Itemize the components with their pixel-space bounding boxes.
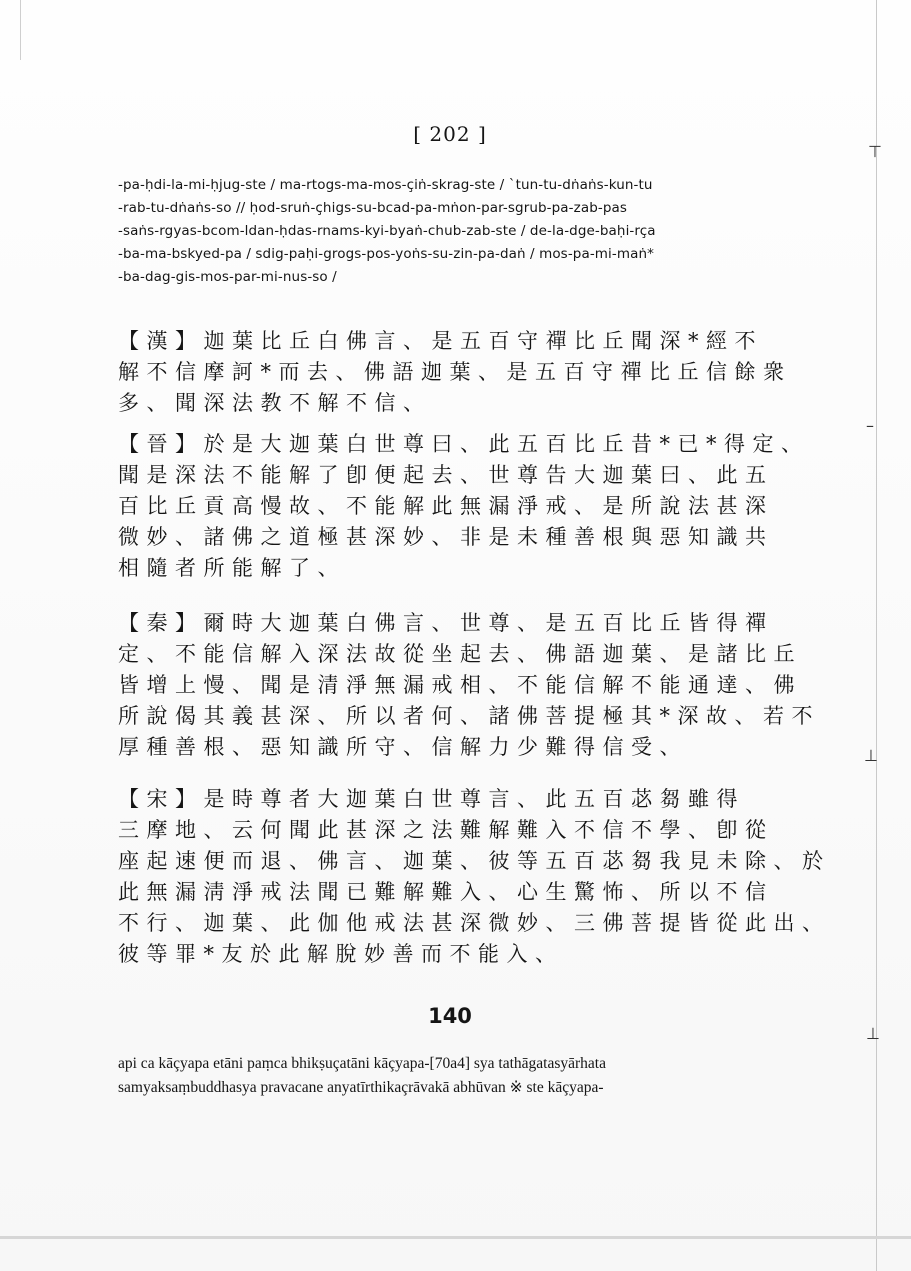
chinese-line: 不行、迦葉、此伽他戒法甚深微妙、三佛菩提皆從此出、	[118, 911, 831, 935]
scan-edge-right	[876, 0, 877, 1271]
chinese-line: 百比丘貢高慢故、不能解此無漏淨戒、是所說法甚深	[118, 494, 774, 518]
scan-bottom-edge	[0, 1236, 911, 1239]
sanskrit-line: samyaksaṃbuddhasya pravacane anyatīrthikaçrāvakā abhūvan ※ ste kāçyapa-	[118, 1079, 604, 1096]
chinese-line: 所說偈其義甚深、所以者何、諸佛菩提極其*深故、若不	[118, 704, 820, 728]
chinese-line: 相隨者所能解了、	[118, 556, 346, 580]
chinese-line: 多、聞深法教不解不信、	[118, 391, 432, 415]
chinese-line: 座起速便而退、佛言、迦葉、彼等五百苾芻我見未除、於	[118, 849, 831, 873]
tibetan-line: -pa-ḥdi-la-mi-ḥjug-ste / ma-rtogs-ma-mos-çiṅ-skrag-ste / ˋtun-tu-dṅaṅs-kun-tu	[118, 177, 653, 193]
chinese-line: 【漢】迦葉比丘白佛言、是五百守禪比丘聞深*經不	[118, 329, 763, 353]
sanskrit-line: api ca kāçyapa etāni paṃca bhikṣuçatāni kāçyapa-[70a4] sya tathāgatasyārhata	[118, 1055, 606, 1072]
chinese-line: 此無漏淸淨戒法聞已難解難入、心生驚怖、所以不信	[118, 880, 774, 904]
chinese-line: 皆增上慢、聞是清淨無漏戒相、不能信解不能通達、佛	[118, 673, 802, 697]
chinese-section-song	[118, 784, 831, 970]
chinese-line: 【秦】爾時大迦葉白佛言、世尊、是五百比丘皆得禪	[118, 611, 774, 635]
chinese-line: 定、不能信解入深法故從坐起去、佛語迦葉、是諸比丘	[118, 642, 802, 666]
tibetan-line: -rab-tu-dṅaṅs-so // ḥod-sruṅ-çhigs-su-bcad-pa-mṅon-par-sgrub-pa-zab-pas	[118, 200, 628, 216]
scan-edge-left	[20, 0, 21, 60]
chinese-line: 解不信摩訶*而去、佛語迦葉、是五百守禪比丘信餘衆	[118, 360, 792, 384]
chinese-section-jin	[118, 429, 810, 584]
sanskrit-text-block	[118, 1052, 798, 1100]
chinese-line: 微妙、諸佛之道極甚深妙、非是未種善根與惡知識共	[118, 525, 774, 549]
chinese-line: 【晉】於是大迦葉白世尊曰、此五百比丘昔*已*得定、	[118, 432, 810, 456]
chinese-line: 三摩地、云何聞此甚深之法難解難入不信不學、卽從	[118, 818, 774, 842]
section-number: 140	[428, 1004, 472, 1028]
margin-mark: ⊤	[868, 142, 882, 161]
margin-mark: –	[866, 416, 874, 435]
tibetan-line: -saṅs-rgyas-bcom-ldan-ḥdas-rnams-kyi-byaṅ-chub-zab-ste / de-la-dge-baḥi-rça	[118, 223, 656, 239]
margin-mark: ⊥	[866, 1024, 880, 1043]
chinese-section-han	[118, 326, 798, 419]
chinese-line: 【宋】是時尊者大迦葉白世尊言、此五百苾芻雖得	[118, 787, 745, 811]
tibetan-text-block	[118, 174, 798, 289]
chinese-section-qin	[118, 608, 820, 763]
chinese-line: 聞是深法不能解了卽便起去、世尊告大迦葉曰、此五	[118, 463, 774, 487]
tibetan-line: -ba-dag-gis-mos-par-mi-nus-so /	[118, 269, 337, 285]
page-number: [ 202 ]	[413, 122, 487, 146]
chinese-line: 彼等罪*友於此解脫妙善而不能入、	[118, 942, 564, 966]
tibetan-line: -ba-ma-bskyed-pa / sdig-paḥi-grogs-pos-yoṅs-su-zin-pa-daṅ / mos-pa-mi-maṅ*	[118, 246, 655, 262]
margin-mark: ⊥	[864, 746, 878, 765]
chinese-line: 厚種善根、惡知識所守、信解力少難得信受、	[118, 735, 688, 759]
